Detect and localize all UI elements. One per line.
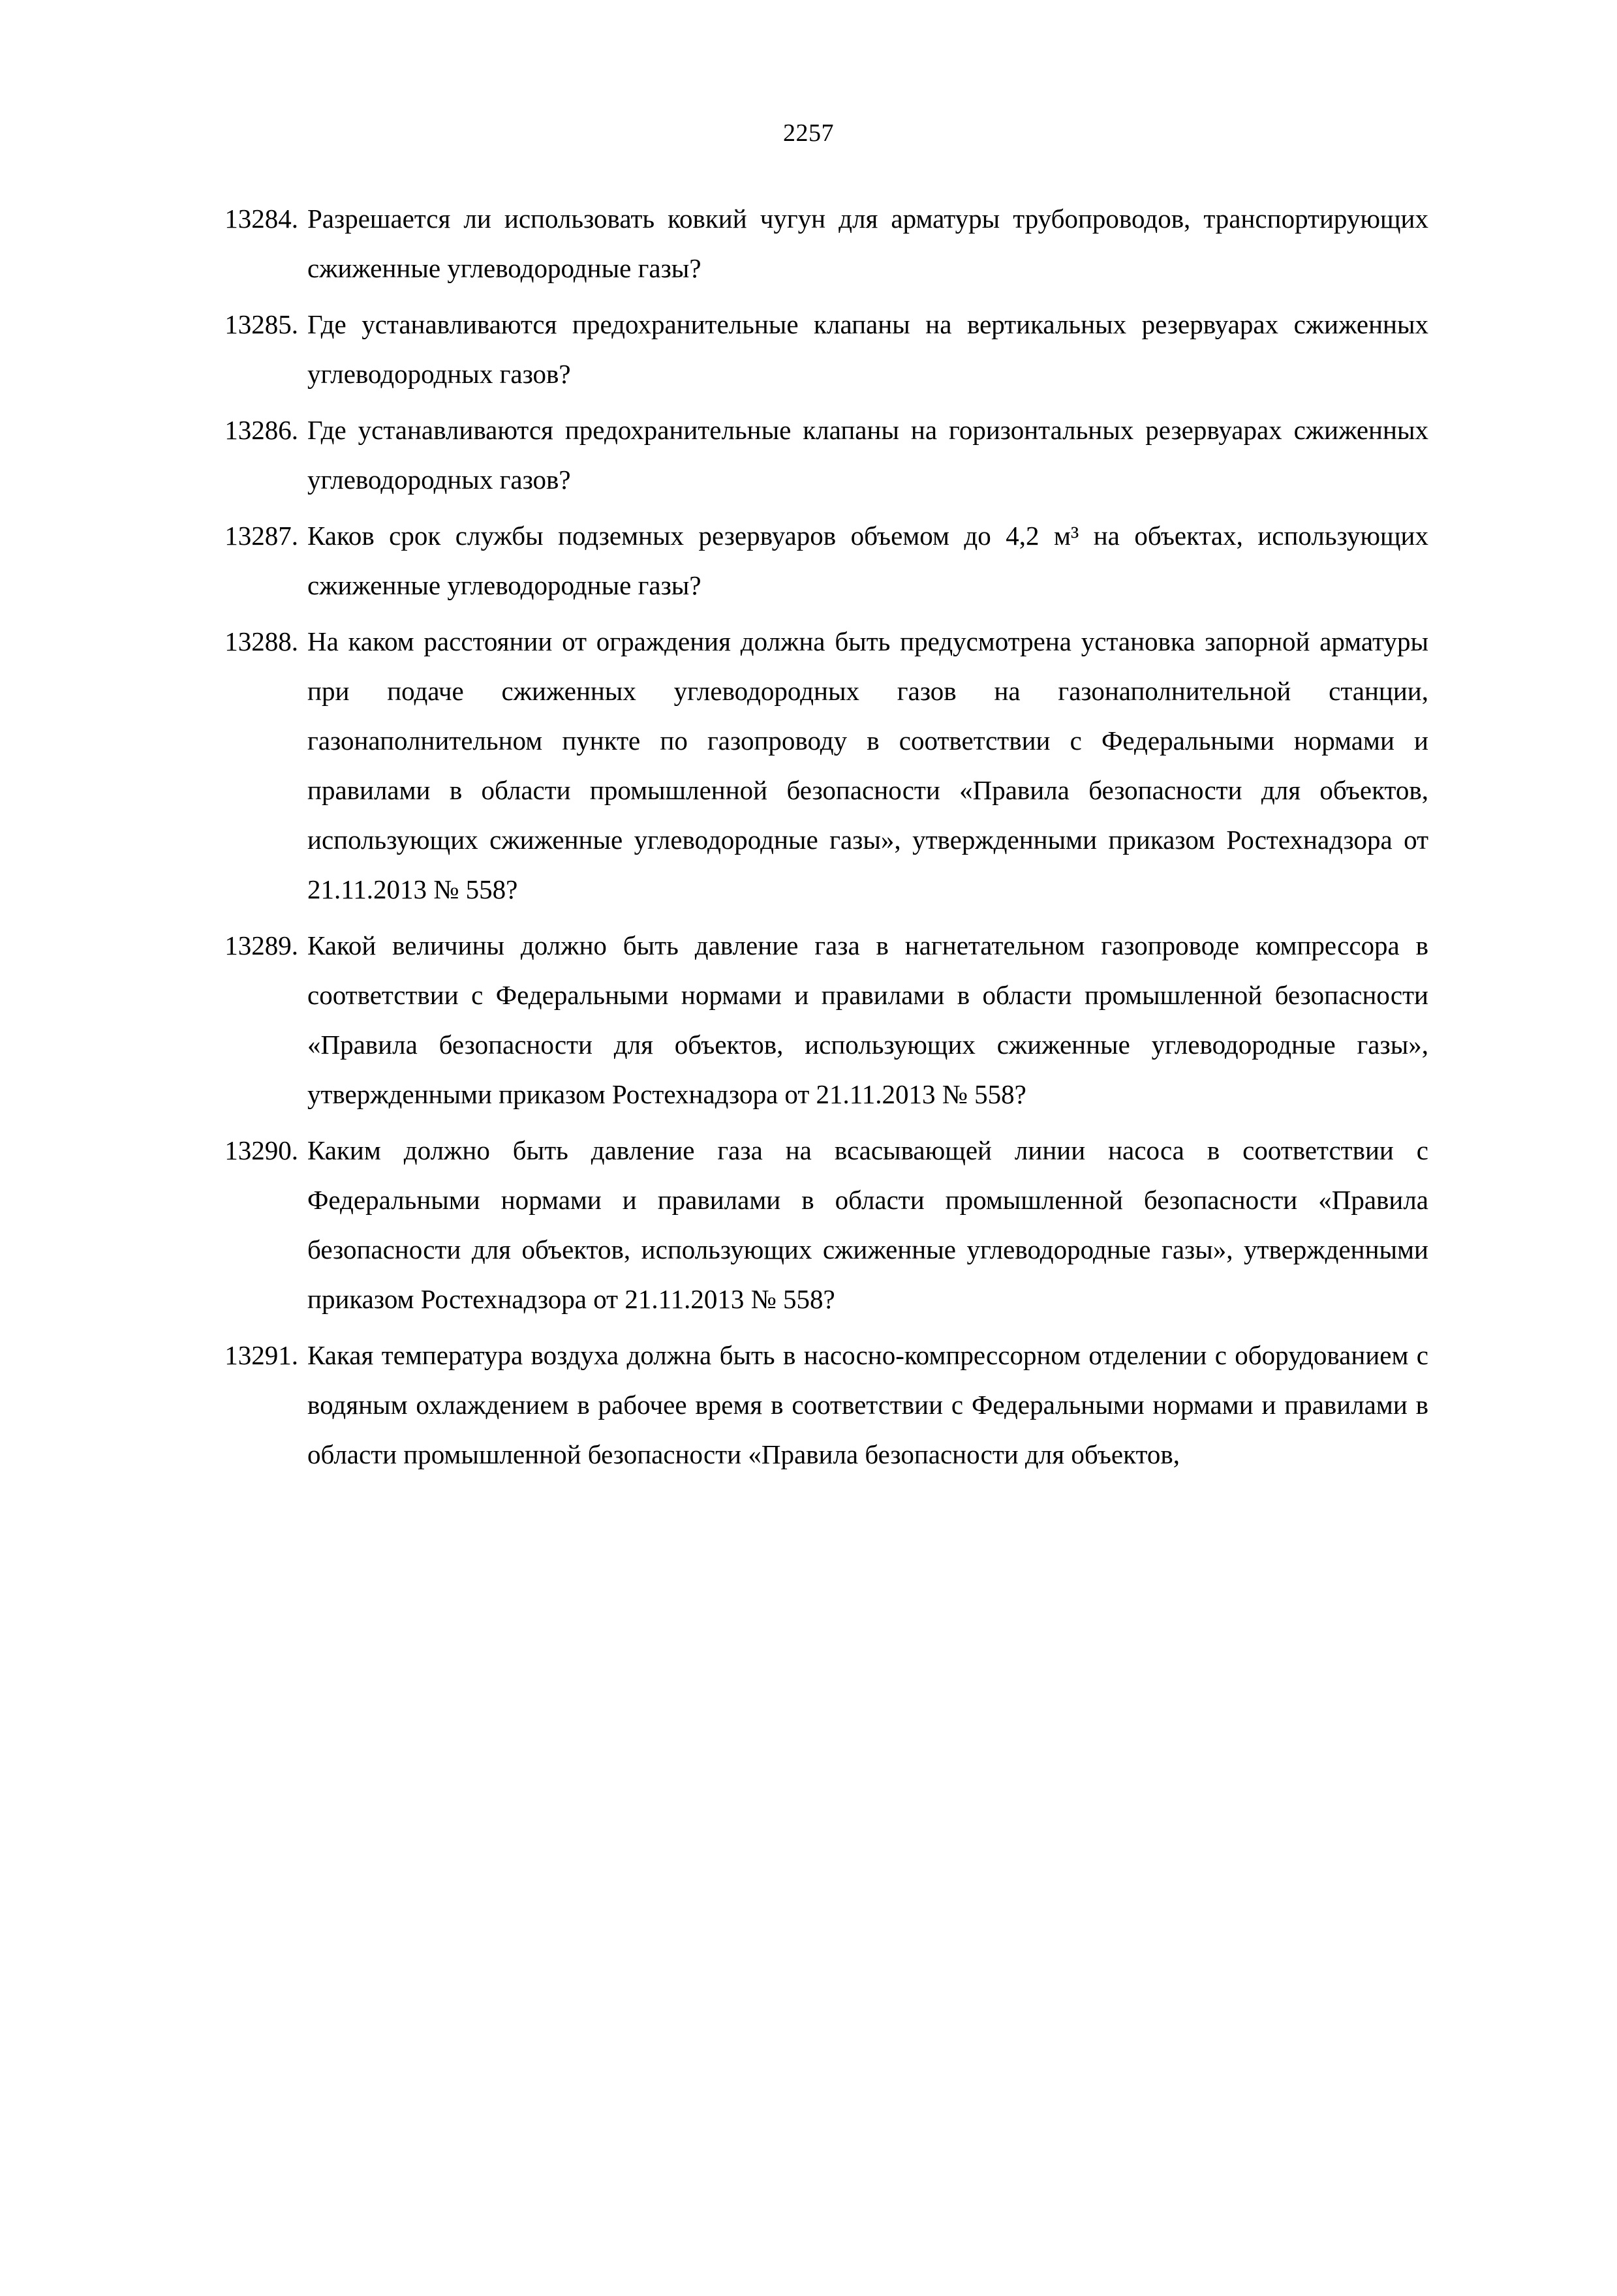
question-list	[189, 145, 1428, 1479]
question-number: 13291.	[224, 1340, 298, 1370]
question-text: Какой величины должно быть давление газа в нагнетательном газопроводе компрессора в соответствии с Федеральными нормами и правилами в области промышленной безопасности «Правила безопасности для объектов, использующих сжиженные углеводородные газы», утвержденными приказом Ростехнадзора от 21.11.2013 № 558?	[307, 930, 1428, 1109]
list-item	[189, 511, 1428, 610]
page-number: 2257	[783, 119, 834, 147]
list-item	[189, 405, 1428, 504]
list-item	[189, 617, 1428, 914]
question-text: На каком расстоянии от ограждения должна быть предусмотрена установка запорной арматуры при подаче сжиженных углеводородных газов на газонаполнительной станции, газонаполнительном пункте по газопроводу в соответствии с Федеральными нормами и правилами в области промышленной безопасности «Правила безопасности для объектов, использующих сжиженные углеводородные газы», утвержденными приказом Ростехнадзора от 21.11.2013 № 558?	[307, 626, 1428, 904]
list-item	[189, 1330, 1428, 1479]
question-text: Какая температура воздуха должна быть в насосно-компрессорном отделении с оборудованием с водяным охлаждением в рабочее время в соответствии с Федеральными нормами и правилами в области промышленной безопасности «Правила безопасности для объектов,	[307, 1340, 1428, 1469]
list-item	[189, 299, 1428, 399]
question-text: Каков срок службы подземных резервуаров объемом до 4,2 м³ на объектах, использующих сжиженные углеводородные газы?	[307, 521, 1428, 600]
question-number: 13289.	[224, 930, 298, 960]
question-number: 13286.	[224, 415, 298, 445]
question-number: 13285.	[224, 309, 298, 339]
question-number: 13284.	[224, 204, 298, 234]
question-text: Где устанавливаются предохранительные клапаны на вертикальных резервуарах сжиженных углеводородных газов?	[307, 309, 1428, 389]
list-item	[189, 1125, 1428, 1324]
question-text: Разрешается ли использовать ковкий чугун для арматуры трубопроводов, транспортирующих сжиженные углеводородные газы?	[307, 204, 1428, 283]
question-text: Где устанавливаются предохранительные клапаны на горизонтальных резервуарах сжиженных углеводородных газов?	[307, 415, 1428, 495]
question-number: 13287.	[224, 521, 298, 551]
list-item	[189, 194, 1428, 293]
list-item	[189, 921, 1428, 1119]
question-text: Каким должно быть давление газа на всасывающей линии насоса в соответствии с Федеральными нормами и правилами в области промышленной безопасности «Правила безопасности для объектов, использующих сжиженные углеводородные газы», утвержденными приказом Ростехнадзора от 21.11.2013 № 558?	[307, 1135, 1428, 1314]
question-number: 13288.	[224, 626, 298, 656]
question-number: 13290.	[224, 1135, 298, 1165]
